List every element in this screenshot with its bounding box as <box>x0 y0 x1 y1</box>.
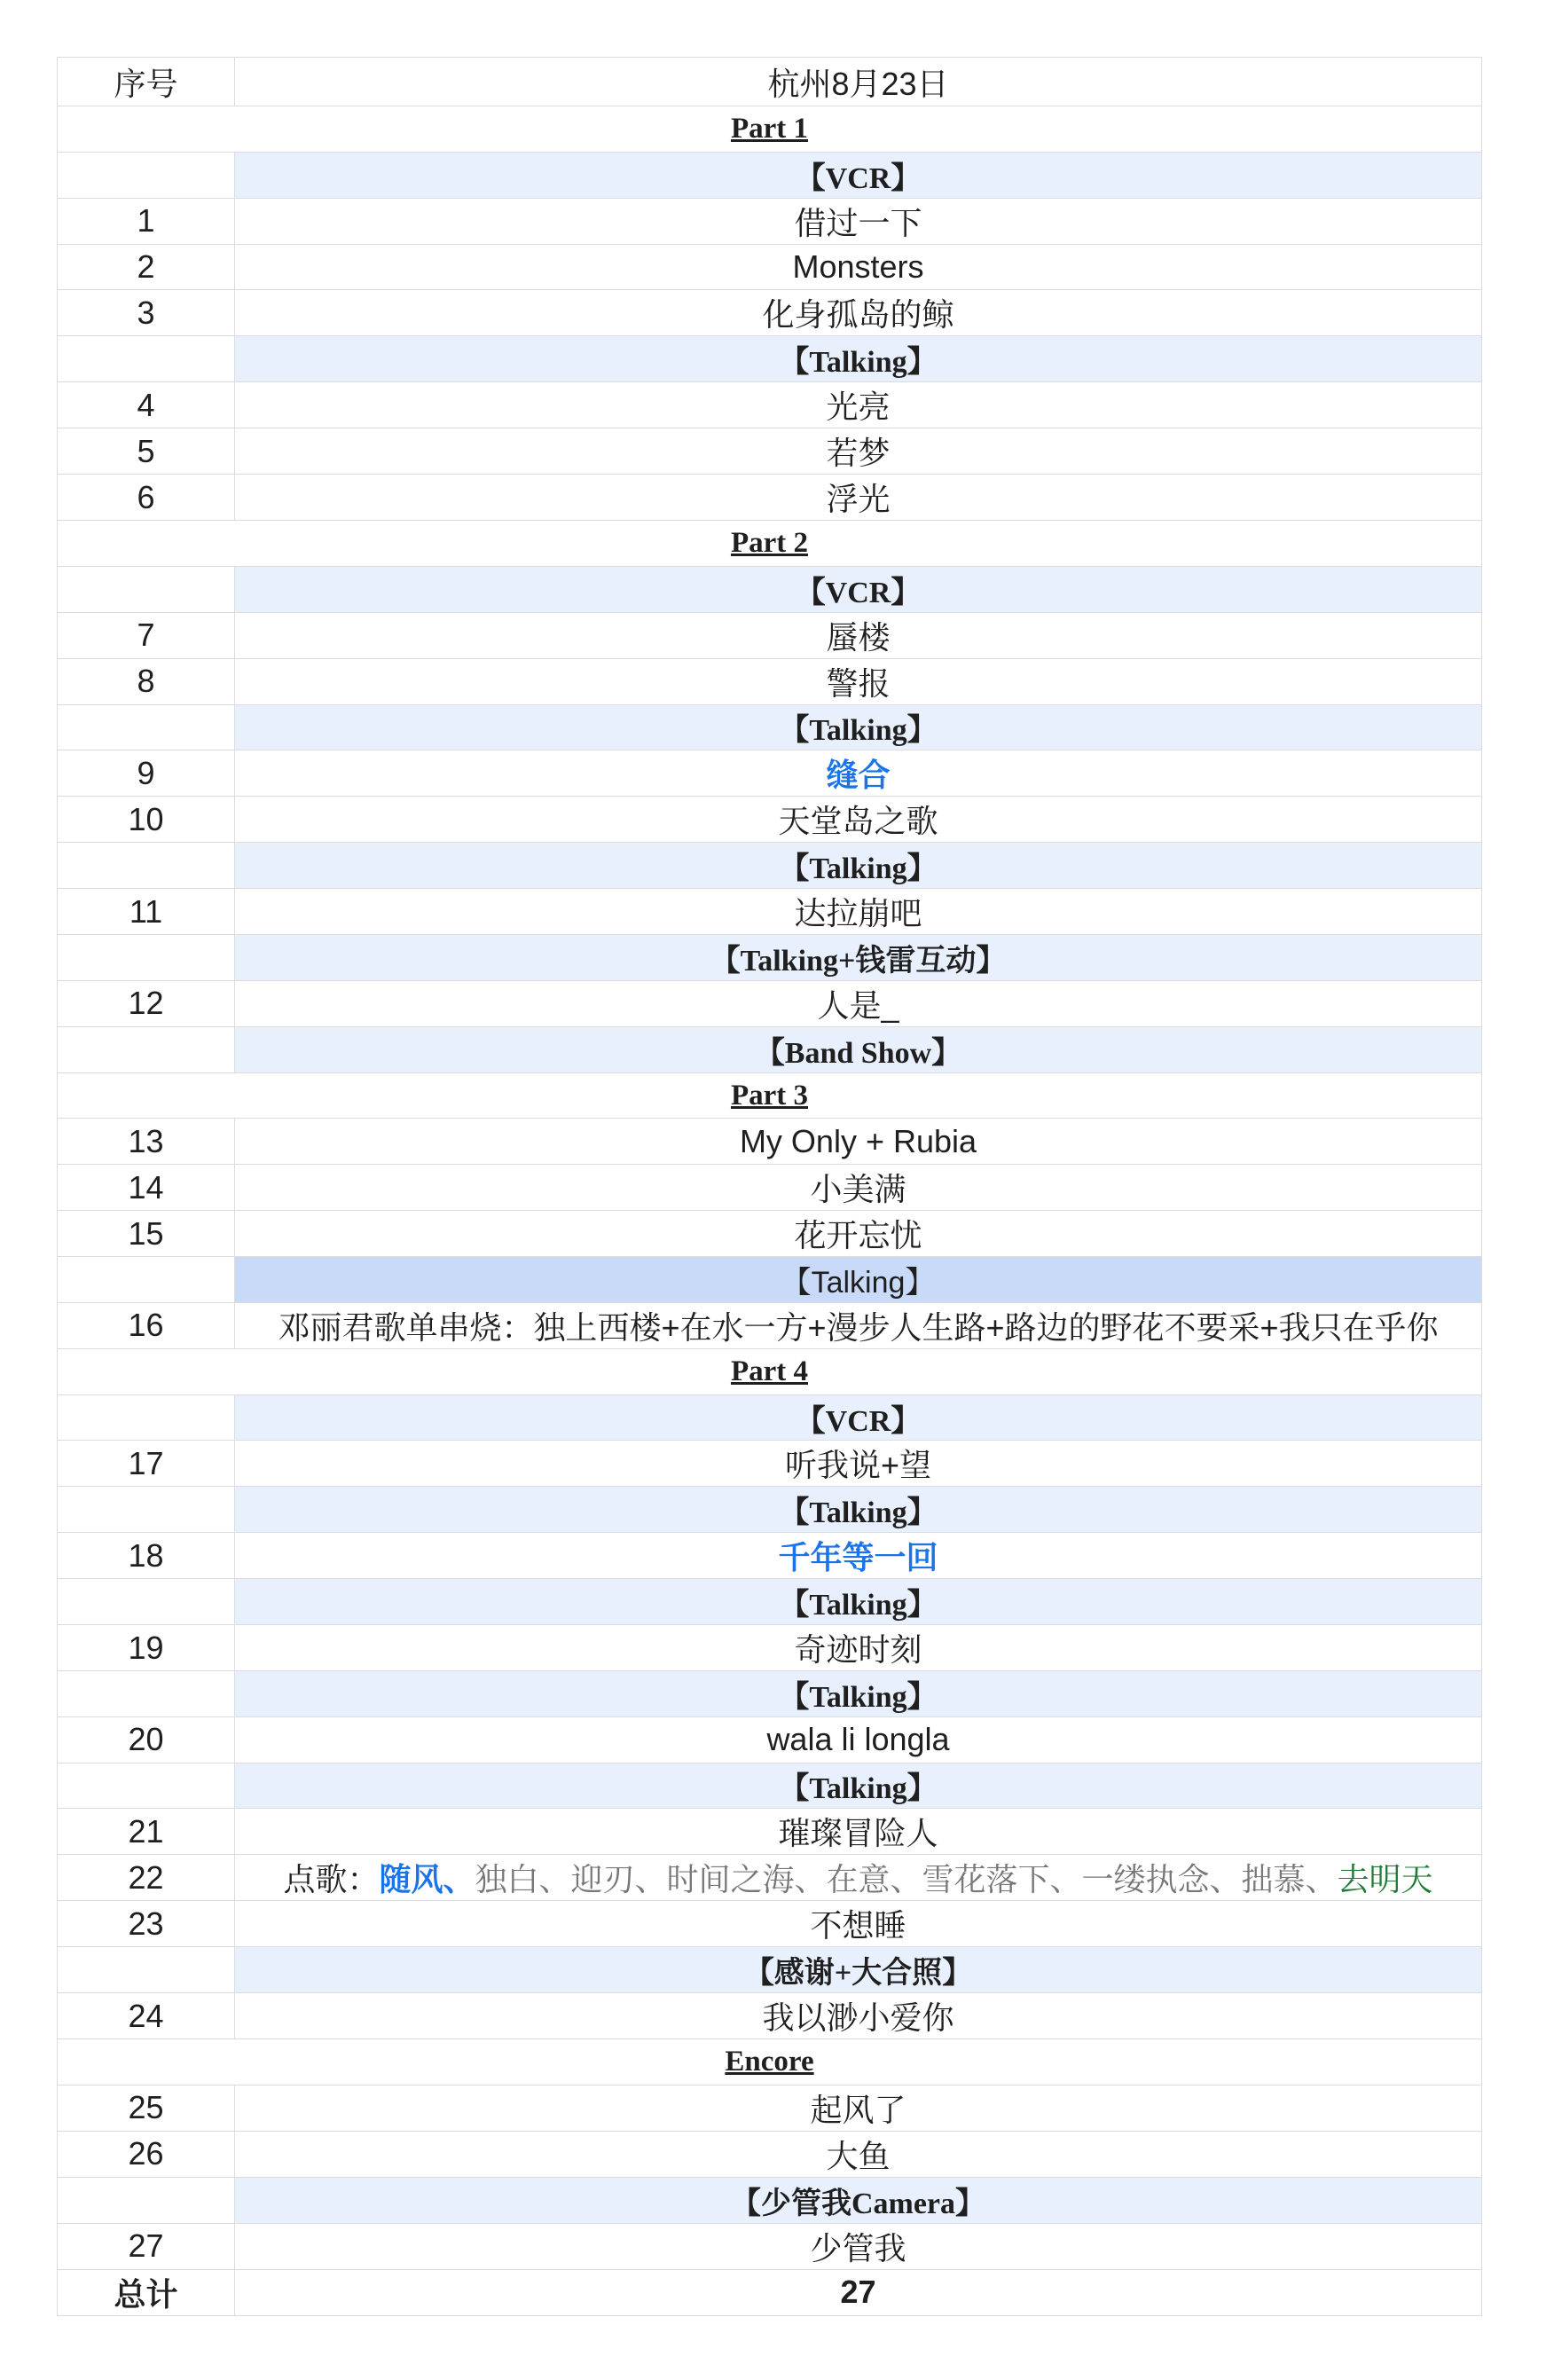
segment-row <box>58 1763 1482 1809</box>
header-number[interactable]: 序号 <box>58 58 235 106</box>
song-row <box>58 1165 1482 1211</box>
part-title[interactable]: Encore <box>58 2039 1482 2085</box>
setlist-body <box>58 58 1482 2316</box>
song-title[interactable]: 天堂岛之歌 <box>235 797 1482 843</box>
segment-row <box>58 1394 1482 1441</box>
song-number[interactable]: 13 <box>58 1119 235 1165</box>
part-header-row <box>58 1072 1482 1119</box>
song-title[interactable]: Monsters <box>235 244 1482 290</box>
segment-row <box>58 704 1482 750</box>
segment-label[interactable]: 【VCR】 <box>235 566 1482 612</box>
song-row <box>58 2131 1482 2177</box>
segment-row <box>58 1487 1482 1533</box>
song-title[interactable] <box>235 1855 1482 1901</box>
song-number[interactable]: 17 <box>58 1441 235 1487</box>
song-number[interactable] <box>58 1487 235 1533</box>
song-number[interactable]: 9 <box>58 750 235 797</box>
song-number[interactable]: 23 <box>58 1901 235 1947</box>
total-row <box>58 2269 1482 2315</box>
setlist-table <box>57 57 1482 2316</box>
segment-row <box>58 566 1482 612</box>
song-title-part: 独白、迎刃、时间之海、在意、雪花落下、一缕执念、拙慕、 <box>475 1861 1338 1898</box>
song-number[interactable]: 12 <box>58 980 235 1026</box>
song-number[interactable]: 2 <box>58 244 235 290</box>
header-title[interactable]: 杭州8月23日 <box>235 58 1482 106</box>
song-number[interactable]: 27 <box>58 2223 235 2269</box>
segment-label[interactable]: 【少管我Camera】 <box>235 2177 1482 2223</box>
song-row <box>58 2085 1482 2131</box>
total-label[interactable]: 总计 <box>58 2269 235 2315</box>
segment-row <box>58 935 1482 981</box>
part-header-row <box>58 106 1482 153</box>
song-title[interactable]: 奇迹时刻 <box>235 1625 1482 1671</box>
segment-label[interactable]: 【VCR】 <box>235 152 1482 198</box>
song-number[interactable]: 16 <box>58 1302 235 1348</box>
song-number[interactable] <box>58 1671 235 1717</box>
song-number[interactable]: 26 <box>58 2131 235 2177</box>
song-number[interactable] <box>58 935 235 981</box>
song-number[interactable]: 20 <box>58 1716 235 1763</box>
song-number[interactable] <box>58 1579 235 1625</box>
song-number[interactable]: 19 <box>58 1625 235 1671</box>
song-row <box>58 1119 1482 1165</box>
song-number[interactable] <box>58 1947 235 1993</box>
part-title[interactable]: Part 4 <box>58 1348 1482 1394</box>
segment-label[interactable]: 【Talking】 <box>235 704 1482 750</box>
song-row <box>58 1855 1482 1901</box>
song-title[interactable]: 邓丽君歌单串烧：独上西楼+在水一方+漫步人生路+路边的野花不要采+我只在乎你 <box>235 1302 1482 1348</box>
segment-label[interactable]: 【Talking】 <box>235 336 1482 382</box>
song-number[interactable]: 10 <box>58 797 235 843</box>
song-row <box>58 1302 1482 1348</box>
song-title[interactable]: 不想睡 <box>235 1901 1482 1947</box>
segment-label[interactable]: 【Talking】 <box>235 1579 1482 1625</box>
song-number[interactable]: 14 <box>58 1165 235 1211</box>
song-row <box>58 198 1482 244</box>
song-number[interactable]: 3 <box>58 290 235 336</box>
song-title[interactable]: My Only + Rubia <box>235 1119 1482 1165</box>
segment-row <box>58 152 1482 198</box>
song-title[interactable]: 化身孤岛的鲸 <box>235 290 1482 336</box>
segment-row <box>58 1579 1482 1625</box>
segment-label[interactable]: 【Talking】 <box>235 1671 1482 1717</box>
song-row <box>58 1716 1482 1763</box>
song-number[interactable]: 8 <box>58 658 235 704</box>
segment-row <box>58 843 1482 889</box>
song-row <box>58 428 1482 475</box>
song-row <box>58 1441 1482 1487</box>
segment-row <box>58 1026 1482 1072</box>
song-number[interactable] <box>58 704 235 750</box>
song-title[interactable]: 若梦 <box>235 428 1482 475</box>
song-number[interactable]: 7 <box>58 612 235 658</box>
header-row <box>58 58 1482 106</box>
song-number[interactable]: 18 <box>58 1533 235 1579</box>
song-number[interactable]: 1 <box>58 198 235 244</box>
song-row <box>58 290 1482 336</box>
song-title[interactable]: 听我说+望 <box>235 1441 1482 1487</box>
segment-row <box>58 1947 1482 1993</box>
part-header-row <box>58 2039 1482 2085</box>
song-title[interactable]: wala li longla <box>235 1716 1482 1763</box>
song-row <box>58 889 1482 935</box>
song-number[interactable]: 15 <box>58 1211 235 1257</box>
song-row <box>58 1211 1482 1257</box>
song-number[interactable] <box>58 1394 235 1441</box>
song-title[interactable]: 少管我 <box>235 2223 1482 2269</box>
total-value[interactable]: 27 <box>235 2269 1482 2315</box>
song-row <box>58 382 1482 428</box>
part-title[interactable]: Part 2 <box>58 521 1482 567</box>
song-number[interactable]: 24 <box>58 1993 235 2039</box>
song-title[interactable]: 蜃楼 <box>235 612 1482 658</box>
segment-label[interactable]: 【Talking】 <box>235 843 1482 889</box>
segment-label[interactable]: 【Talking】 <box>235 1257 1482 1303</box>
segment-row <box>58 336 1482 382</box>
song-title[interactable]: 大鱼 <box>235 2131 1482 2177</box>
song-row <box>58 658 1482 704</box>
song-row <box>58 1809 1482 1855</box>
song-row <box>58 1533 1482 1579</box>
song-title-part: 随风、 <box>379 1861 475 1898</box>
song-title[interactable]: 人是_ <box>235 980 1482 1026</box>
song-number[interactable] <box>58 336 235 382</box>
song-title[interactable]: 花开忘忧 <box>235 1211 1482 1257</box>
part-header-row <box>58 1348 1482 1394</box>
song-number[interactable]: 25 <box>58 2085 235 2131</box>
song-title[interactable]: 小美满 <box>235 1165 1482 1211</box>
segment-row <box>58 1671 1482 1717</box>
song-title[interactable]: 光亮 <box>235 382 1482 428</box>
segment-label[interactable]: 【Band Show】 <box>235 1026 1482 1072</box>
song-number[interactable] <box>58 566 235 612</box>
song-row <box>58 244 1482 290</box>
song-number[interactable] <box>58 1026 235 1072</box>
segment-label[interactable]: 【Talking】 <box>235 1487 1482 1533</box>
song-title-part: 点歌： <box>283 1861 380 1898</box>
song-number[interactable]: 22 <box>58 1855 235 1901</box>
song-title[interactable]: 我以渺小爱你 <box>235 1993 1482 2039</box>
song-title-part: 去明天 <box>1337 1861 1433 1898</box>
segment-row <box>58 1257 1482 1303</box>
song-title[interactable]: 警报 <box>235 658 1482 704</box>
song-row <box>58 1993 1482 2039</box>
song-number[interactable]: 6 <box>58 475 235 521</box>
song-title[interactable]: 达拉崩吧 <box>235 889 1482 935</box>
segment-label[interactable]: 【感谢+大合照】 <box>235 1947 1482 1993</box>
song-row <box>58 612 1482 658</box>
song-row <box>58 797 1482 843</box>
song-number[interactable]: 4 <box>58 382 235 428</box>
segment-label[interactable]: 【Talking+钱雷互动】 <box>235 935 1482 981</box>
segment-label[interactable]: 【Talking】 <box>235 1763 1482 1809</box>
song-row <box>58 750 1482 797</box>
song-title[interactable]: 浮光 <box>235 475 1482 521</box>
part-title[interactable]: Part 1 <box>58 106 1482 153</box>
song-title[interactable]: 璀璨冒险人 <box>235 1809 1482 1855</box>
song-row <box>58 475 1482 521</box>
song-number[interactable]: 21 <box>58 1809 235 1855</box>
segment-row <box>58 2177 1482 2223</box>
song-title[interactable]: 借过一下 <box>235 198 1482 244</box>
song-number[interactable] <box>58 152 235 198</box>
segment-label[interactable]: 【VCR】 <box>235 1394 1482 1441</box>
song-row <box>58 980 1482 1026</box>
song-row <box>58 1901 1482 1947</box>
part-header-row <box>58 521 1482 567</box>
song-number[interactable]: 11 <box>58 889 235 935</box>
song-number[interactable] <box>58 1257 235 1303</box>
song-number[interactable]: 5 <box>58 428 235 475</box>
part-title[interactable]: Part 3 <box>58 1072 1482 1119</box>
song-row <box>58 1625 1482 1671</box>
song-number[interactable] <box>58 1763 235 1809</box>
song-number[interactable] <box>58 843 235 889</box>
song-title[interactable]: 千年等一回 <box>235 1533 1482 1579</box>
song-number[interactable] <box>58 2177 235 2223</box>
song-title[interactable]: 起风了 <box>235 2085 1482 2131</box>
song-row <box>58 2223 1482 2269</box>
song-title[interactable]: 缝合 <box>235 750 1482 797</box>
